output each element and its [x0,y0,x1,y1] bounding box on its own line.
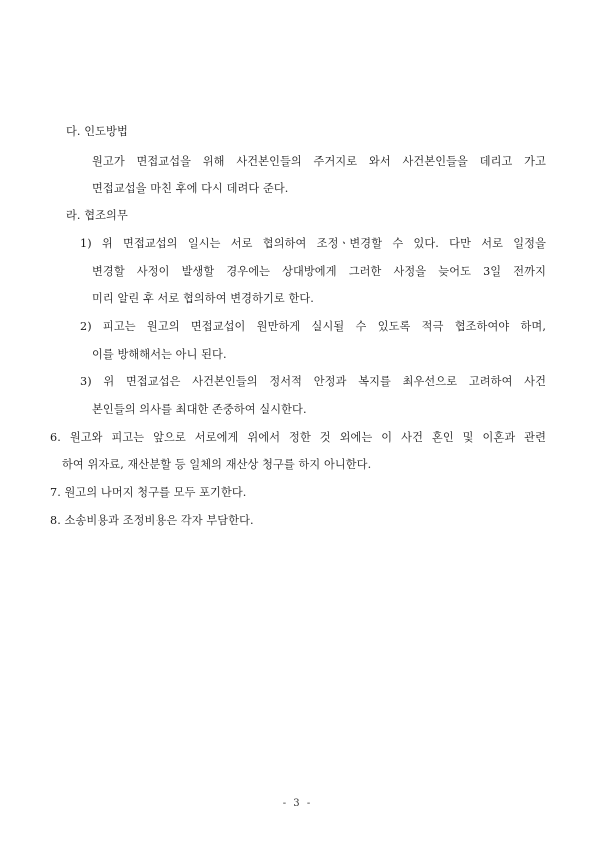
clause-6-line: 6. 원고와 피고는 앞으로 서로에게 위에서 정한 것 외에는 이 사건 혼인 및 이혼과 관련 [50,431,546,444]
section-ra-item-3-line: 본인들의 의사를 최대한 존중하여 실시한다. [92,403,307,416]
section-ra-item-2-line: 2) 피고는 원고의 면접교섭이 원만하게 실시될 수 있도록 적극 협조하여야 하며, [80,320,546,333]
section-ra-item-1-line: 미리 알린 후 서로 협의하여 변경하기로 한다. [92,292,314,305]
clause-6-line: 하여 위자료, 재산분할 등 일체의 재산상 청구를 하지 아니한다. [62,458,372,471]
section-ra-item-1-line: 1) 위 면접교섭의 일시는 서로 협의하여 조정ㆍ변경할 수 있다. 다만 서로 일정을 [80,237,546,250]
section-ra-item-1-line: 변경할 사정이 발생할 경우에는 상대방에게 그러한 사정을 늦어도 3일 전까지 [92,265,546,278]
section-da-line: 원고가 면접교섭을 위해 사건본인들의 주거지로 와서 사건본인들을 데리고 가고 [92,155,546,168]
page-number: - 3 - [282,798,313,809]
section-ra-item-3-line: 3) 위 면접교섭은 사건본인들의 정서적 안정과 복지를 최우선으로 고려하여 사건 [80,375,546,388]
clause-7-line: 7. 원고의 나머지 청구를 모두 포기한다. [50,486,247,499]
section-ra-heading: 라. 협조의무 [66,209,128,222]
section-ra-item-2-line: 이를 방해해서는 아니 된다. [92,348,227,361]
clause-8-line: 8. 소송비용과 조정비용은 각자 부담한다. [50,514,254,527]
section-da-line: 면접교섭을 마친 후에 다시 데려다 준다. [92,182,289,195]
section-da-heading: 다. 인도방법 [66,125,128,138]
